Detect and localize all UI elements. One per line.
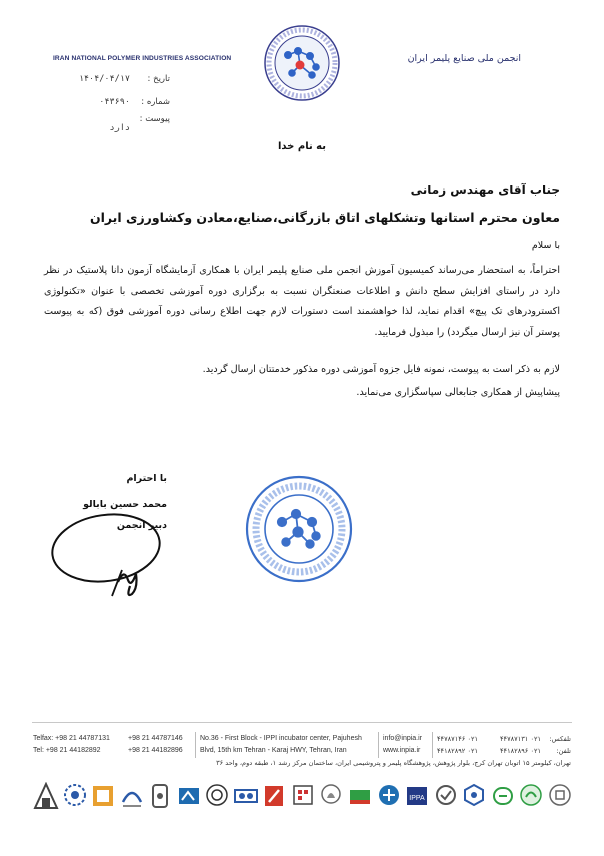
closing-text: با احترام: [126, 473, 167, 484]
footer-telfax-fa-label: تلفکس:: [549, 735, 571, 743]
footer-phone-fa-1: ۰۲۱ ۴۴۷۸۷۱۴۶: [437, 735, 479, 743]
attachment-row: [50, 114, 170, 133]
footer-address-en-2: Blvd, 15th km Tehran - Karaj HWY, Tehran, Iran: [200, 747, 347, 754]
footer-address-en-1: No.36 - First Block - IPPI incubator center, Pajuhesh: [200, 735, 362, 742]
member-logo-icon: [347, 782, 373, 812]
footer-tel-2b: +98 21 44182896: [128, 747, 183, 754]
member-logo-icon: [376, 782, 402, 812]
member-logo-icon: [433, 782, 459, 812]
date-label: تاریخ :: [147, 74, 170, 84]
member-logo-icon: [461, 782, 487, 812]
member-logo-icon: [290, 782, 316, 812]
date-value: ۱۴۰۴/۰۴/۱۷: [78, 74, 130, 84]
date-row: [50, 74, 170, 88]
footer-separator: [195, 732, 196, 758]
footer-telfax-1: Telfax: +98 21 44787131: [33, 735, 110, 742]
signer-name: محمد حسین بابالو: [83, 499, 167, 510]
thanks-line: پیشاپیش از همکاری جنابعالی سپاسگزاری می‌نماید.: [356, 387, 560, 398]
member-logo-icon: [261, 782, 287, 812]
letter-body-paragraph: احتراماً، به استحضار می‌رساند کمیسیون آموزش انجمن ملی صنایع پلیمر ایران با همکاری آزمایشگاه آزمون دانا پلاستیک در نظر دارد در راستای افزایش سطح دانش و اطلاعات صنعتگران نسبت به برگزاری دوره آموزشی تخصصی با عنوان «تکنولوژی اکسترودرهای تک پیچ» اقدام نماید، لذا خواهشمند است دستورات لازم جهت اطلاع رسانی دوره آموزشی فوق (که به پیوست پوستر آن نیز ارسال میگردد) را مبذول فرمایید.: [44, 265, 560, 338]
member-logo-icon: [62, 782, 88, 812]
footer-separator: [378, 732, 379, 758]
signer-role: دبیر انجمن: [116, 520, 167, 531]
footer-address-fa: تهران، کیلومتر ۱۵ اتوبان تهران کرج، بلوار پژوهش، پژوهشگاه پلیمر و پتروشیمی ایران، ساختمان مرکز رشد ۱، طبقه دوم، واحد ۳۶: [216, 759, 571, 767]
footer-email[interactable]: info@inpia.ir: [383, 735, 423, 742]
association-name-fa: انجمن ملی صنایع پلیمر ایران: [407, 53, 521, 64]
number-value: ۰۴۳۶۹۰: [99, 97, 130, 107]
handwritten-signature-icon: [48, 508, 168, 603]
member-logo-icon: [204, 782, 230, 812]
member-logo-icon: [318, 782, 344, 812]
member-logo-icon: [176, 782, 202, 812]
greeting: با سلام: [531, 240, 560, 251]
footer-tel-fa-label: تلفن:: [556, 747, 571, 755]
footer-telfax-1b: +98 21 44787146: [128, 735, 183, 742]
member-logo-icon: [33, 782, 59, 812]
attachment-note: لازم به ذکر است به پیوست، نمونه فایل جزوه آموزشی دوره مذکور خدمتتان ارسال گردید.: [202, 364, 560, 375]
member-logo-icon: [233, 782, 259, 812]
bismillah-heading: به نام خدا: [277, 141, 327, 152]
association-logo-icon: [262, 21, 342, 111]
member-logo-icon: [119, 782, 145, 812]
footer-website[interactable]: www.inpia.ir: [383, 747, 421, 754]
member-logo-icon: [547, 782, 573, 812]
member-logo-icon: [90, 782, 116, 812]
footer-telfax-fa-2: ۰۲۱ ۴۴۱۸۲۸۹۶: [500, 747, 542, 755]
svg-text:IPPA: IPPA: [409, 795, 425, 802]
attachment-label: پیوست :: [139, 114, 170, 124]
number-row: [50, 97, 170, 111]
footer-telfax-fa-1: ۰۲۱ ۴۴۷۸۷۱۳۱: [500, 735, 542, 743]
attachment-value: دارد: [109, 123, 130, 133]
footer-tel-2: Tel: +98 21 44182892: [33, 747, 101, 754]
member-logo-icon: [490, 782, 516, 812]
footer-phone-fa-2: ۰۲۱ ۴۴۱۸۲۸۹۲: [437, 747, 479, 755]
member-logos-strip: [33, 776, 573, 818]
association-name-en: IRAN NATIONAL POLYMER INDUSTRIES ASSOCIATION: [53, 55, 232, 62]
member-logo-icon: [518, 782, 544, 812]
footer-separator: [432, 732, 433, 758]
recipient-title: معاون محترم استانها وتشکلهای اتاق بازرگانی،صنایع،معادن وکشاورزی ایران: [89, 210, 560, 225]
member-logo-icon: [404, 782, 430, 812]
association-stamp-icon: [240, 472, 358, 587]
recipient-name: جناب آقای مهندس زمانی: [410, 183, 560, 197]
footer-divider: [32, 722, 572, 723]
number-label: شماره :: [141, 97, 170, 107]
member-logo-icon: [147, 782, 173, 812]
